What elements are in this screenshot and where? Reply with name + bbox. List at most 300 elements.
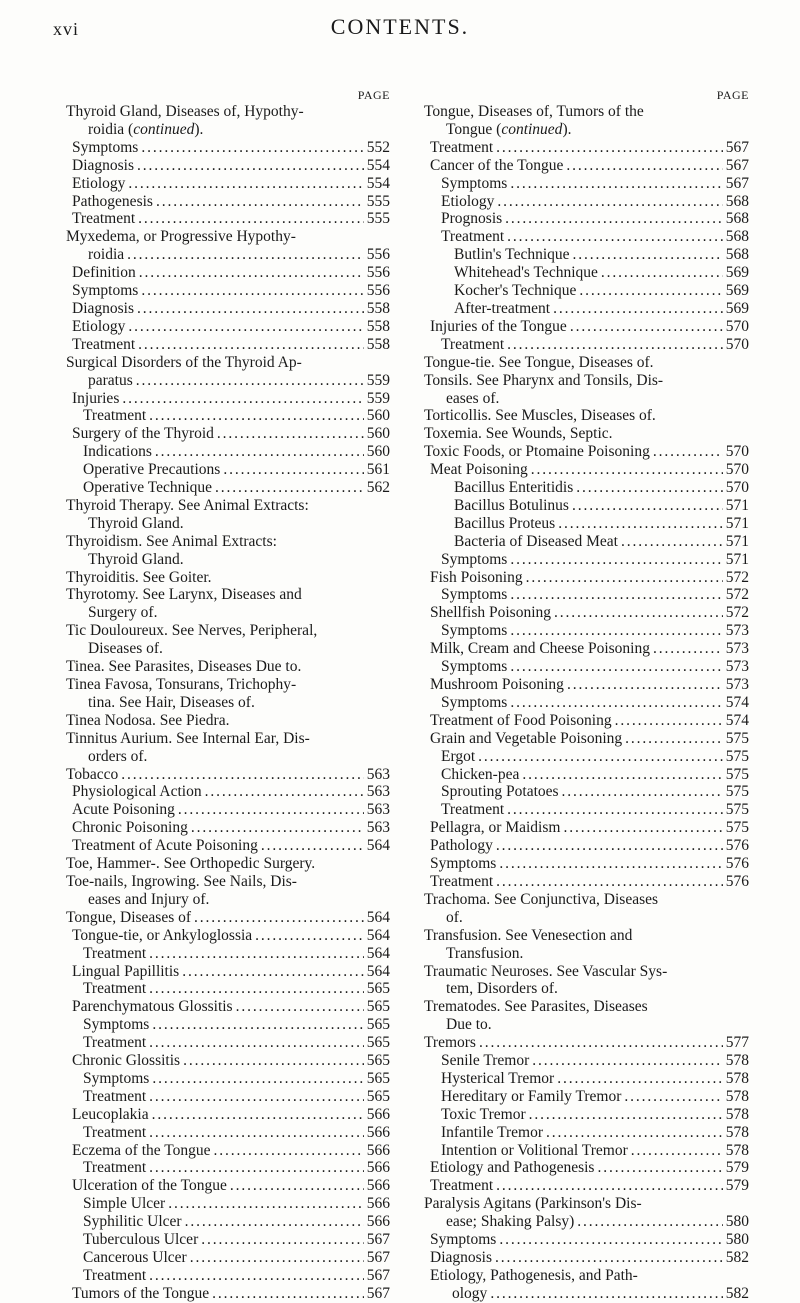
dot-leader: [554, 604, 723, 622]
entry-title: Treatment: [441, 801, 505, 819]
entry-title: Tongue-tie, or Ankyloglossia: [72, 926, 253, 944]
dot-leader: [624, 1088, 722, 1106]
entry-page: 554: [366, 174, 390, 192]
entry-title: Diagnosis: [430, 1249, 492, 1266]
entry-page: 578: [725, 1141, 749, 1159]
entry-title: Diseases of.: [88, 640, 163, 658]
entry-page: 565: [366, 1052, 390, 1070]
dot-leader: [190, 1249, 364, 1267]
entry-title: Whitehead's Technique: [454, 264, 598, 282]
entry-page: 577: [725, 1034, 749, 1052]
dot-leader: [137, 300, 364, 318]
entry-page: 578: [725, 1052, 749, 1070]
dot-leader: [149, 1159, 364, 1177]
dot-leader: [149, 980, 364, 998]
entry-title: Treatment: [83, 944, 147, 962]
entry-page: 571: [725, 532, 749, 550]
entry-title: eases and Injury of.: [88, 890, 210, 908]
entry-title: Operative Precautions: [83, 461, 221, 479]
toc-entry: [441, 1088, 749, 1106]
running-title: CONTENTS.: [330, 14, 470, 39]
dot-leader: [572, 497, 723, 515]
entry-title: Tongue (continued).: [446, 120, 572, 138]
toc-entry: [430, 569, 749, 587]
entry-title: Treatment: [441, 335, 505, 353]
toc-entry: [83, 1070, 390, 1088]
toc-entry: [66, 766, 390, 784]
entry-title: Intention or Volitional Tremor: [441, 1141, 628, 1159]
entry-page: 568: [725, 210, 749, 228]
toc-entry: [83, 443, 390, 461]
entry-page: 575: [725, 819, 749, 837]
entry-title: Chronic Glossitis: [72, 1052, 181, 1070]
toc-entry: [83, 1034, 390, 1052]
entry-title: Thyroiditis. See Goiter.: [66, 568, 212, 586]
entry-list: [66, 103, 390, 1303]
toc-entry: [72, 210, 390, 228]
entry-title: Toe, Hammer-. See Orthopedic Surgery.: [66, 855, 316, 873]
toc-entry: [452, 1285, 749, 1303]
entry-page: 556: [366, 264, 390, 282]
toc-entry: [424, 963, 749, 981]
entry-title: Meat Poisoning: [430, 461, 528, 479]
entry-page: 570: [725, 335, 749, 353]
entry-title: tem, Disorders of.: [446, 980, 558, 998]
entry-page: 579: [725, 1177, 749, 1195]
entry-page: 565: [366, 1087, 390, 1105]
entry-title: Indications: [83, 443, 152, 461]
dot-leader: [155, 443, 364, 461]
entry-title: Etiology: [72, 174, 126, 192]
entry-title: Infantile Tremor: [441, 1123, 544, 1141]
entry-title: Grain and Vegetable Poisoning: [430, 729, 623, 747]
entry-title: Tongue, Diseases of: [66, 908, 192, 926]
entry-title: Eczema of the Tongue: [72, 1141, 211, 1159]
entry-title: Bacillus Enteritidis: [454, 479, 574, 497]
dot-leader: [122, 390, 363, 408]
toc-entry: [446, 980, 749, 998]
entry-title: Tobacco: [66, 765, 119, 783]
entry-page: 568: [725, 246, 749, 264]
page-header: [0, 12, 800, 42]
entry-page: 580: [725, 1213, 749, 1231]
entry-title: Diagnosis: [72, 299, 134, 317]
dot-leader: [526, 569, 723, 587]
entry-title: Treatment: [83, 1266, 147, 1284]
dot-leader: [152, 1016, 363, 1034]
entry-page: 582: [725, 1249, 749, 1266]
entry-title: Symptoms: [441, 586, 508, 604]
toc-entry: [66, 712, 390, 730]
entry-title: Symptoms: [441, 622, 508, 640]
entry-page: 573: [725, 640, 749, 658]
dot-leader: [558, 515, 723, 533]
page-number: xvi: [53, 19, 80, 39]
page-column-label: PAGE: [716, 88, 749, 102]
entry-page: 565: [366, 1069, 390, 1087]
dot-leader: [138, 210, 364, 228]
entry-title: Sprouting Potatoes: [441, 783, 559, 801]
toc-entry: [441, 210, 749, 228]
entry-page: 565: [366, 980, 390, 998]
dot-leader: [121, 766, 363, 784]
entry-page: 555: [366, 210, 390, 228]
entry-title: Kocher's Technique: [454, 282, 577, 300]
entry-title: Toxic Tremor: [441, 1105, 526, 1123]
entry-title: Chicken-pea: [441, 765, 520, 783]
dot-leader: [496, 1177, 723, 1195]
toc-entry: [72, 998, 390, 1016]
entry-page: 567: [366, 1249, 390, 1266]
entry-title: Injuries of the Tongue: [430, 317, 567, 335]
entry-title: Symptoms: [83, 1069, 150, 1087]
entry-title: Tuberculous Ulcer: [83, 1231, 199, 1249]
entry-title: Trematodes. See Parasites, Diseases: [424, 998, 648, 1016]
entry-page: 570: [725, 461, 749, 479]
toc-entry: [72, 336, 390, 354]
entry-page: 566: [366, 1213, 390, 1231]
entry-page: 567: [725, 174, 749, 192]
toc-entry: [424, 372, 749, 390]
toc-entry: [441, 586, 749, 604]
entry-page: 564: [366, 908, 390, 926]
entry-page: 564: [366, 837, 390, 855]
toc-entry: [446, 121, 749, 139]
entry-title: Hereditary or Family Tremor: [441, 1087, 622, 1105]
entry-title: Treatment: [83, 1159, 147, 1177]
dot-leader: [149, 1034, 364, 1052]
entry-title: Tinea Favosa, Tonsurans, Trichophy-: [66, 676, 297, 693]
toc-entry: [72, 1052, 390, 1070]
toc-entry: [441, 783, 749, 801]
entry-page: 575: [725, 765, 749, 783]
toc-entry: [83, 1267, 390, 1285]
entry-title: Syphilitic Ulcer: [83, 1213, 182, 1231]
entry-title: Ergot: [441, 747, 476, 765]
dot-leader: [478, 748, 723, 766]
toc-entry: [72, 1106, 390, 1124]
toc-entry: [424, 998, 749, 1016]
toc-entry: [66, 909, 390, 927]
entry-page: 564: [366, 962, 390, 980]
entry-page: 565: [366, 998, 390, 1016]
entry-title: Transfusion.: [446, 944, 524, 962]
dot-leader: [152, 1070, 363, 1088]
toc-entry: [430, 1231, 749, 1249]
entry-title: Treatment: [72, 210, 136, 228]
toc-entry: [88, 515, 390, 533]
toc-entry: [83, 461, 390, 479]
toc-entry: [454, 282, 749, 300]
entry-title: Bacillus Proteus: [454, 514, 556, 532]
toc-entry: [83, 407, 390, 425]
toc-entry: [72, 175, 390, 193]
entry-title: Tongue-tie. See Tongue, Diseases of.: [424, 353, 654, 371]
toc-entry: [83, 1249, 390, 1267]
toc-entry: [441, 622, 749, 640]
entry-page: 556: [366, 282, 390, 300]
toc-entry: [430, 461, 749, 479]
entry-page: 566: [366, 1159, 390, 1177]
entry-title: Toxic Foods, or Ptomaine Poisoning: [424, 443, 650, 461]
entry-title: Bacillus Botulinus: [454, 496, 569, 514]
toc-entry: [430, 712, 749, 730]
dot-leader: [510, 175, 722, 193]
toc-entry: [72, 837, 390, 855]
entry-page: 560: [366, 407, 390, 425]
entry-title: Senile Tremor: [441, 1052, 530, 1070]
entry-title: Treatment: [430, 872, 494, 890]
dot-leader: [149, 1267, 364, 1285]
toc-entry: [72, 157, 390, 175]
entry-page: 579: [725, 1159, 749, 1177]
toc-entry: [88, 246, 390, 264]
entry-title: roidia: [88, 246, 125, 264]
dot-leader: [149, 945, 364, 963]
entry-page: 571: [725, 514, 749, 532]
toc-entry: [83, 1016, 390, 1034]
dot-leader: [570, 318, 723, 336]
entry-title: Pathology: [430, 837, 493, 855]
entry-title: roidia (continued).: [88, 120, 204, 138]
toc-entry: [72, 282, 390, 300]
entry-page: 569: [725, 282, 749, 300]
entry-title: Tic Douloureux. See Nerves, Peripheral,: [66, 622, 318, 640]
entry-page: 565: [366, 1034, 390, 1052]
entry-page: 569: [725, 264, 749, 282]
toc-entry: [441, 658, 749, 676]
entry-title: Symptoms: [441, 658, 508, 676]
entry-title: Transfusion. See Venesection and: [424, 926, 633, 944]
entry-page: 567: [366, 1284, 390, 1302]
dot-leader: [149, 1088, 364, 1106]
toc-entry: [454, 264, 749, 282]
toc-entry: [88, 372, 390, 390]
entry-title: Chronic Poisoning: [72, 819, 188, 837]
dot-leader: [653, 443, 723, 461]
toc-entry: [454, 246, 749, 264]
entry-title: Thyrotomy. See Larynx, Diseases and: [66, 586, 302, 604]
entry-page: 573: [725, 622, 749, 640]
toc-entry: [72, 1142, 390, 1160]
entry-page: 573: [725, 676, 749, 693]
entry-title: tina. See Hair, Diseases of.: [88, 693, 255, 711]
entry-title: Etiology, Pathogenesis, and Path-: [430, 1266, 638, 1284]
toc-entry: [83, 1231, 390, 1249]
toc-entry: [83, 1195, 390, 1213]
dot-leader: [496, 139, 723, 157]
toc-entry: [441, 336, 749, 354]
entry-page: 568: [725, 228, 749, 246]
entry-page: 578: [725, 1087, 749, 1105]
dot-leader: [168, 1195, 364, 1213]
dot-leader: [510, 622, 722, 640]
page-column-label: PAGE: [357, 88, 390, 102]
entry-page: 563: [366, 819, 390, 837]
dot-leader: [522, 766, 722, 784]
toc-entry: [430, 730, 749, 748]
toc-entry: [66, 622, 390, 640]
entry-title: Tinea. See Parasites, Diseases Due to.: [66, 658, 302, 676]
dot-leader: [185, 1213, 364, 1231]
entry-page: 559: [366, 371, 390, 389]
dot-leader: [529, 1106, 723, 1124]
entry-page: 578: [725, 1123, 749, 1141]
toc-entry: [66, 586, 390, 604]
dot-leader: [178, 801, 364, 819]
entry-page: 563: [366, 765, 390, 783]
entry-title: Definition: [72, 264, 136, 282]
entry-page: 552: [366, 138, 390, 156]
toc-entry: [446, 1016, 749, 1034]
entry-list: [424, 103, 749, 1303]
entry-title: Thyroid Therapy. See Animal Extracts:: [66, 496, 309, 514]
dot-leader: [557, 1070, 723, 1088]
entry-page: 571: [725, 550, 749, 568]
entry-page: 569: [725, 299, 749, 317]
entry-title: Tinnitus Aurium. See Internal Ear, Dis-: [66, 729, 310, 747]
toc-entry: [88, 748, 390, 766]
toc-entry: [441, 694, 749, 712]
toc-entry: [66, 497, 390, 515]
dot-leader: [141, 139, 363, 157]
entry-page: 568: [725, 192, 749, 210]
entry-title: of.: [446, 908, 463, 926]
entry-title: Treatment of Acute Poisoning: [72, 837, 258, 855]
entry-page: 567: [725, 138, 749, 156]
entry-page: 566: [366, 1141, 390, 1159]
entry-title: Lingual Papillitis: [72, 962, 180, 980]
entry-title: Thyroid Gland, Diseases of, Hypothy-: [66, 103, 304, 120]
toc-entry: [441, 801, 749, 819]
entry-title: Etiology: [441, 192, 495, 210]
entry-page: 556: [366, 246, 390, 264]
dot-leader: [495, 1249, 723, 1267]
toc-entry: [88, 604, 390, 622]
dot-leader: [507, 228, 723, 246]
entry-title: Torticollis. See Muscles, Diseases of.: [424, 407, 656, 425]
dot-leader: [563, 819, 722, 837]
dot-leader: [653, 640, 723, 658]
toc-entry: [441, 1142, 749, 1160]
toc-entry: [454, 533, 749, 551]
toc-entry: [441, 1070, 749, 1088]
dot-leader: [156, 193, 364, 211]
dot-leader: [223, 461, 363, 479]
toc-entry: [72, 390, 390, 408]
toc-entry: [72, 193, 390, 211]
entry-title: Tremors: [424, 1034, 476, 1052]
entry-title: Cancer of the Tongue: [430, 156, 564, 174]
entry-page: 558: [366, 317, 390, 335]
entry-title: Treatment: [83, 980, 147, 998]
toc-entry: [72, 819, 390, 837]
dot-leader: [128, 175, 363, 193]
toc-entry: [424, 354, 749, 372]
dot-leader: [149, 1124, 364, 1142]
contents-column-left: [66, 88, 390, 1303]
toc-entry: [72, 425, 390, 443]
entry-page: 565: [366, 1016, 390, 1034]
entry-title: Toe-nails, Ingrowing. See Nails, Dis-: [66, 872, 297, 890]
entry-page: 575: [725, 801, 749, 819]
entry-title: Symptoms: [72, 282, 139, 300]
entry-title: Diagnosis: [72, 156, 134, 174]
entry-title: Thyroid Gland.: [88, 550, 184, 568]
dot-leader: [141, 282, 363, 300]
entry-title: Tonsils. See Pharynx and Tonsils, Dis-: [424, 371, 664, 389]
toc-entry: [446, 1213, 749, 1231]
entry-page: 570: [725, 443, 749, 461]
dot-leader: [507, 801, 723, 819]
entry-title: Symptoms: [83, 1016, 150, 1034]
toc-entry: [424, 443, 749, 461]
entry-title: Treatment: [83, 1034, 147, 1052]
dot-leader: [510, 551, 722, 569]
entry-page: 580: [725, 1231, 749, 1249]
dot-leader: [137, 157, 364, 175]
toc-entry: [424, 407, 749, 425]
toc-entry: [88, 121, 390, 139]
toc-entry: [66, 569, 390, 587]
entry-page: 575: [725, 729, 749, 747]
dot-leader: [214, 1142, 364, 1160]
entry-title: Fish Poisoning: [430, 568, 523, 586]
entry-title: Surgery of.: [88, 604, 158, 622]
dot-leader: [625, 730, 723, 748]
dot-leader: [127, 246, 364, 264]
toc-entry: [430, 1159, 749, 1177]
entry-page: 567: [366, 1231, 390, 1249]
entry-title: Due to.: [446, 1016, 492, 1034]
dot-leader: [205, 783, 364, 801]
entry-title: Symptoms: [430, 855, 497, 873]
toc-entry: [83, 1088, 390, 1106]
toc-entry: [441, 551, 749, 569]
dot-leader: [236, 998, 364, 1016]
entry-page: 566: [366, 1195, 390, 1213]
toc-entry: [72, 300, 390, 318]
toc-entry: [88, 694, 390, 712]
dot-leader: [490, 1285, 722, 1303]
entry-title: Treatment: [430, 138, 494, 156]
toc-entry: [72, 318, 390, 336]
entry-page: 566: [366, 1177, 390, 1195]
entry-title: Myxedema, or Progressive Hypothy-: [66, 228, 296, 246]
toc-entry: [446, 945, 749, 963]
dot-leader: [573, 246, 723, 264]
entry-page: 560: [366, 425, 390, 443]
toc-entry: [66, 658, 390, 676]
toc-entry: [424, 425, 749, 443]
toc-entry: [454, 497, 749, 515]
dot-leader: [496, 837, 723, 855]
toc-entry: [430, 318, 749, 336]
entry-title: Symptoms: [441, 550, 508, 568]
dot-leader: [631, 1142, 723, 1160]
toc-entry: [72, 801, 390, 819]
toc-entry: [66, 873, 390, 891]
dot-leader: [499, 1231, 722, 1249]
entry-page: 573: [725, 658, 749, 676]
entry-title: Thyroidism. See Animal Extracts:: [66, 532, 277, 550]
entry-page: 559: [366, 389, 390, 407]
entry-page: 560: [366, 443, 390, 461]
toc-entry: [424, 927, 749, 945]
entry-title: Bacteria of Diseased Meat: [454, 532, 618, 550]
toc-entry: [430, 837, 749, 855]
entry-title: Traumatic Neuroses. See Vascular Sys-: [424, 962, 668, 980]
